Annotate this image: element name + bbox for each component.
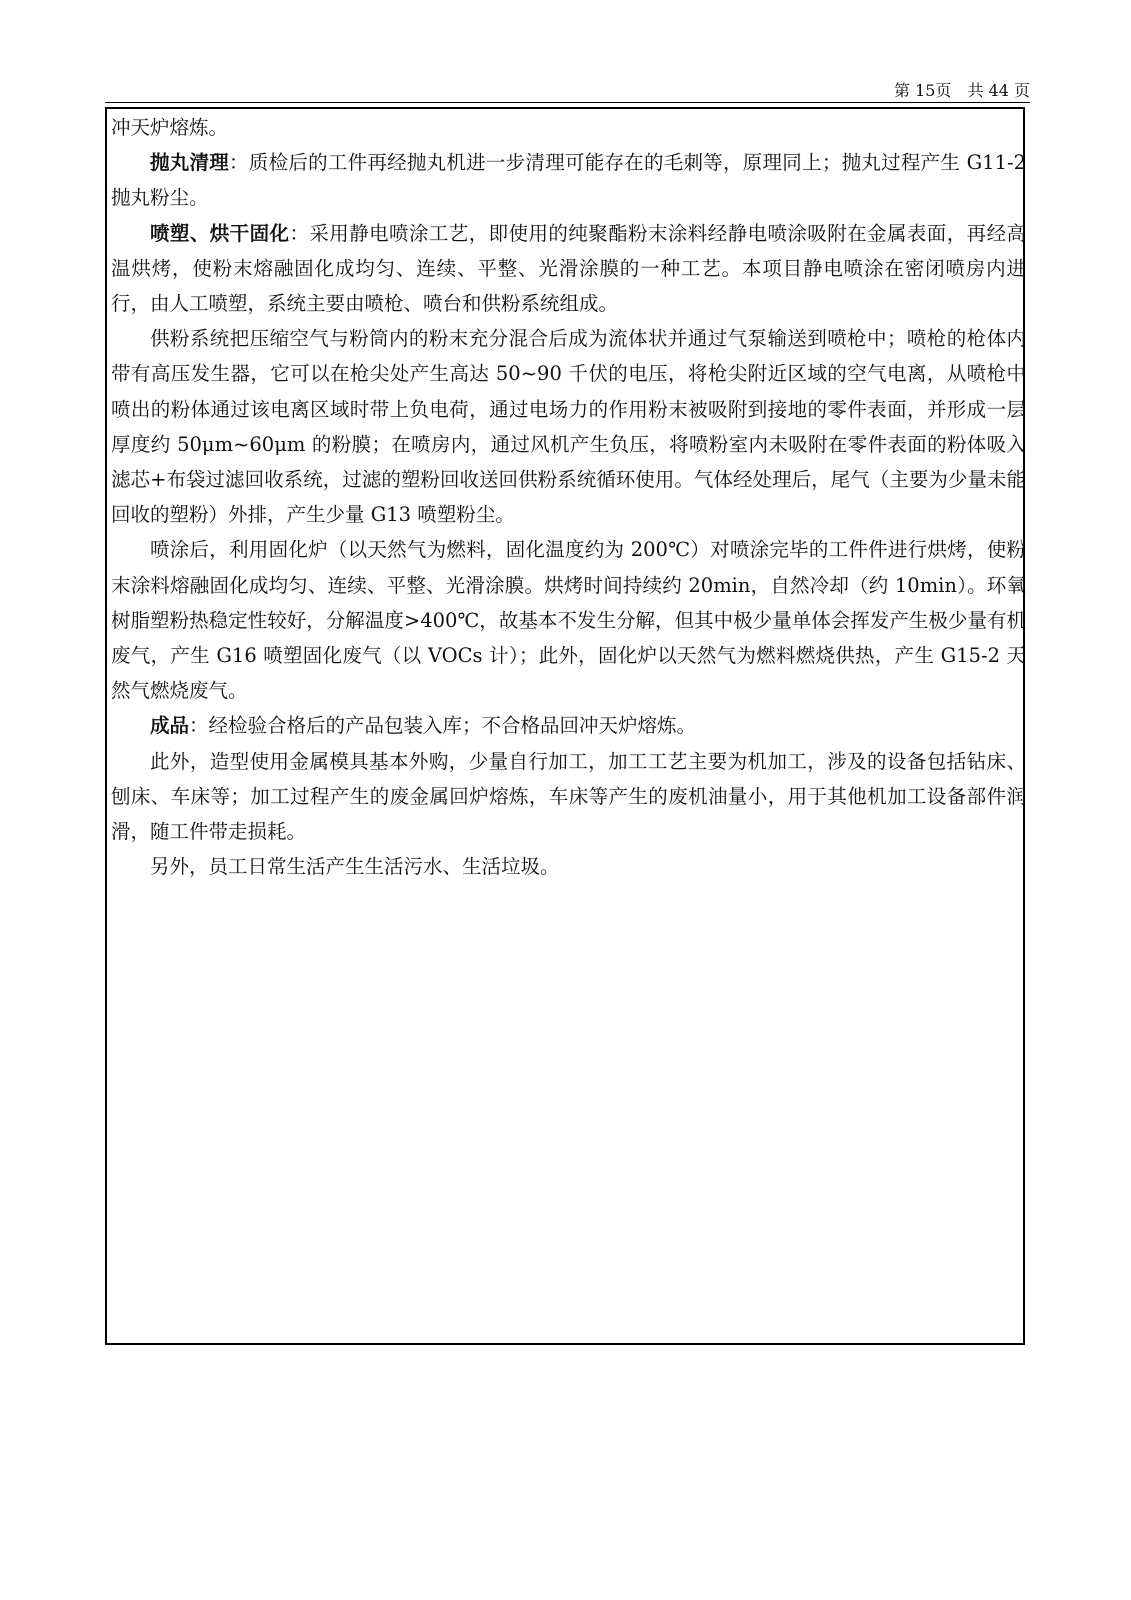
paragraph-lead: 抛丸清理 — [150, 151, 230, 175]
paragraph-text: 此外，造型使用金属模具基本外购，少量自行加工，加工工艺主要为机加工，涉及的设备包括钻床、刨床、车床等；加工过程产生的废金属回炉熔炼，车床等产生的废机油量小，用于其他机加工设备部件润滑，随工件带走损耗。 — [111, 749, 1026, 844]
paragraph-finished-product — [111, 708, 1026, 743]
paragraph-lead: 成品 — [150, 714, 190, 738]
paragraph-powder-supply — [111, 321, 1026, 532]
page-indicator: 第 15页 共 44 页 — [894, 81, 1030, 100]
paragraph-domestic-waste — [111, 849, 1026, 884]
document-body — [111, 110, 1026, 884]
paragraph-text: ：质检后的工件再经抛丸机进一步清理可能存在的毛刺等，原理同上；抛丸过程产生 G11-2 抛丸粉尘。 — [111, 151, 1026, 210]
paragraph-text: ：经检验合格后的产品包装入库；不合格品回冲天炉熔炼。 — [189, 714, 697, 738]
paragraph-continuation — [111, 110, 1026, 145]
paragraph-text: 供粉系统把压缩空气与粉筒内的粉末充分混合后成为流体状并通过气泵输送到喷枪中；喷枪的枪体内带有高压发生器，它可以在枪尖处产生高达 50~90 千伏的电压，将枪尖附近区域的空气电离，从喷枪中喷出的粉体通过该电离区域时带上负电荷，通过电场力的作用粉末被吸附到接地的零件表面，并形成一层厚度约 50μm~60μm 的粉膜；在喷房内，通过风机产生负压，将喷粉室内未吸附在零件表面的粉体吸入滤芯+布袋过滤回收系统，过滤的塑粉回收送回供粉系统循环使用。气体经处理后，尾气（主要为少量未能回收的塑粉）外排，产生少量 G13 喷塑粉尘。 — [111, 327, 1026, 527]
paragraph-lead: 喷塑、烘干固化 — [150, 221, 290, 245]
paragraph-shot-blasting — [111, 145, 1026, 215]
page-header — [105, 80, 1030, 103]
paragraph-molds — [111, 744, 1026, 850]
paragraph-text: 冲天炉熔炼。 — [111, 116, 229, 139]
paragraph-spray-curing — [111, 216, 1026, 322]
paragraph-text: 另外，员工日常生活产生生活污水、生活垃圾。 — [150, 855, 560, 879]
paragraph-curing-oven — [111, 532, 1026, 708]
paragraph-text: 喷涂后，利用固化炉（以天然气为燃料，固化温度约为 200℃）对喷涂完毕的工件件进行烘烤，使粉末涂料熔融固化成均匀、连续、平整、光滑涂膜。烘烤时间持续约 20min，自然冷却（约 10min）。环氧树脂塑粉热稳定性较好，分解温度>400℃，故基本不发生分解，但其中极少量单体会挥发产生极少量有机废气，产生 G16 喷塑固化废气（以 VOCs 计）；此外，固化炉以天然气为燃料燃烧供热，产生 G15-2 天然气燃烧废气。 — [111, 538, 1026, 703]
paragraph-text: ：采用静电喷涂工艺，即使用的纯聚酯粉末涂料经静电喷涂吸附在金属表面，再经高温烘烤，使粉末熔融固化成均匀、连续、平整、光滑涂膜的一种工艺。本项目静电喷涂在密闭喷房内进行，由人工喷塑，系统主要由喷枪、喷台和供粉系统组成。 — [111, 221, 1026, 316]
